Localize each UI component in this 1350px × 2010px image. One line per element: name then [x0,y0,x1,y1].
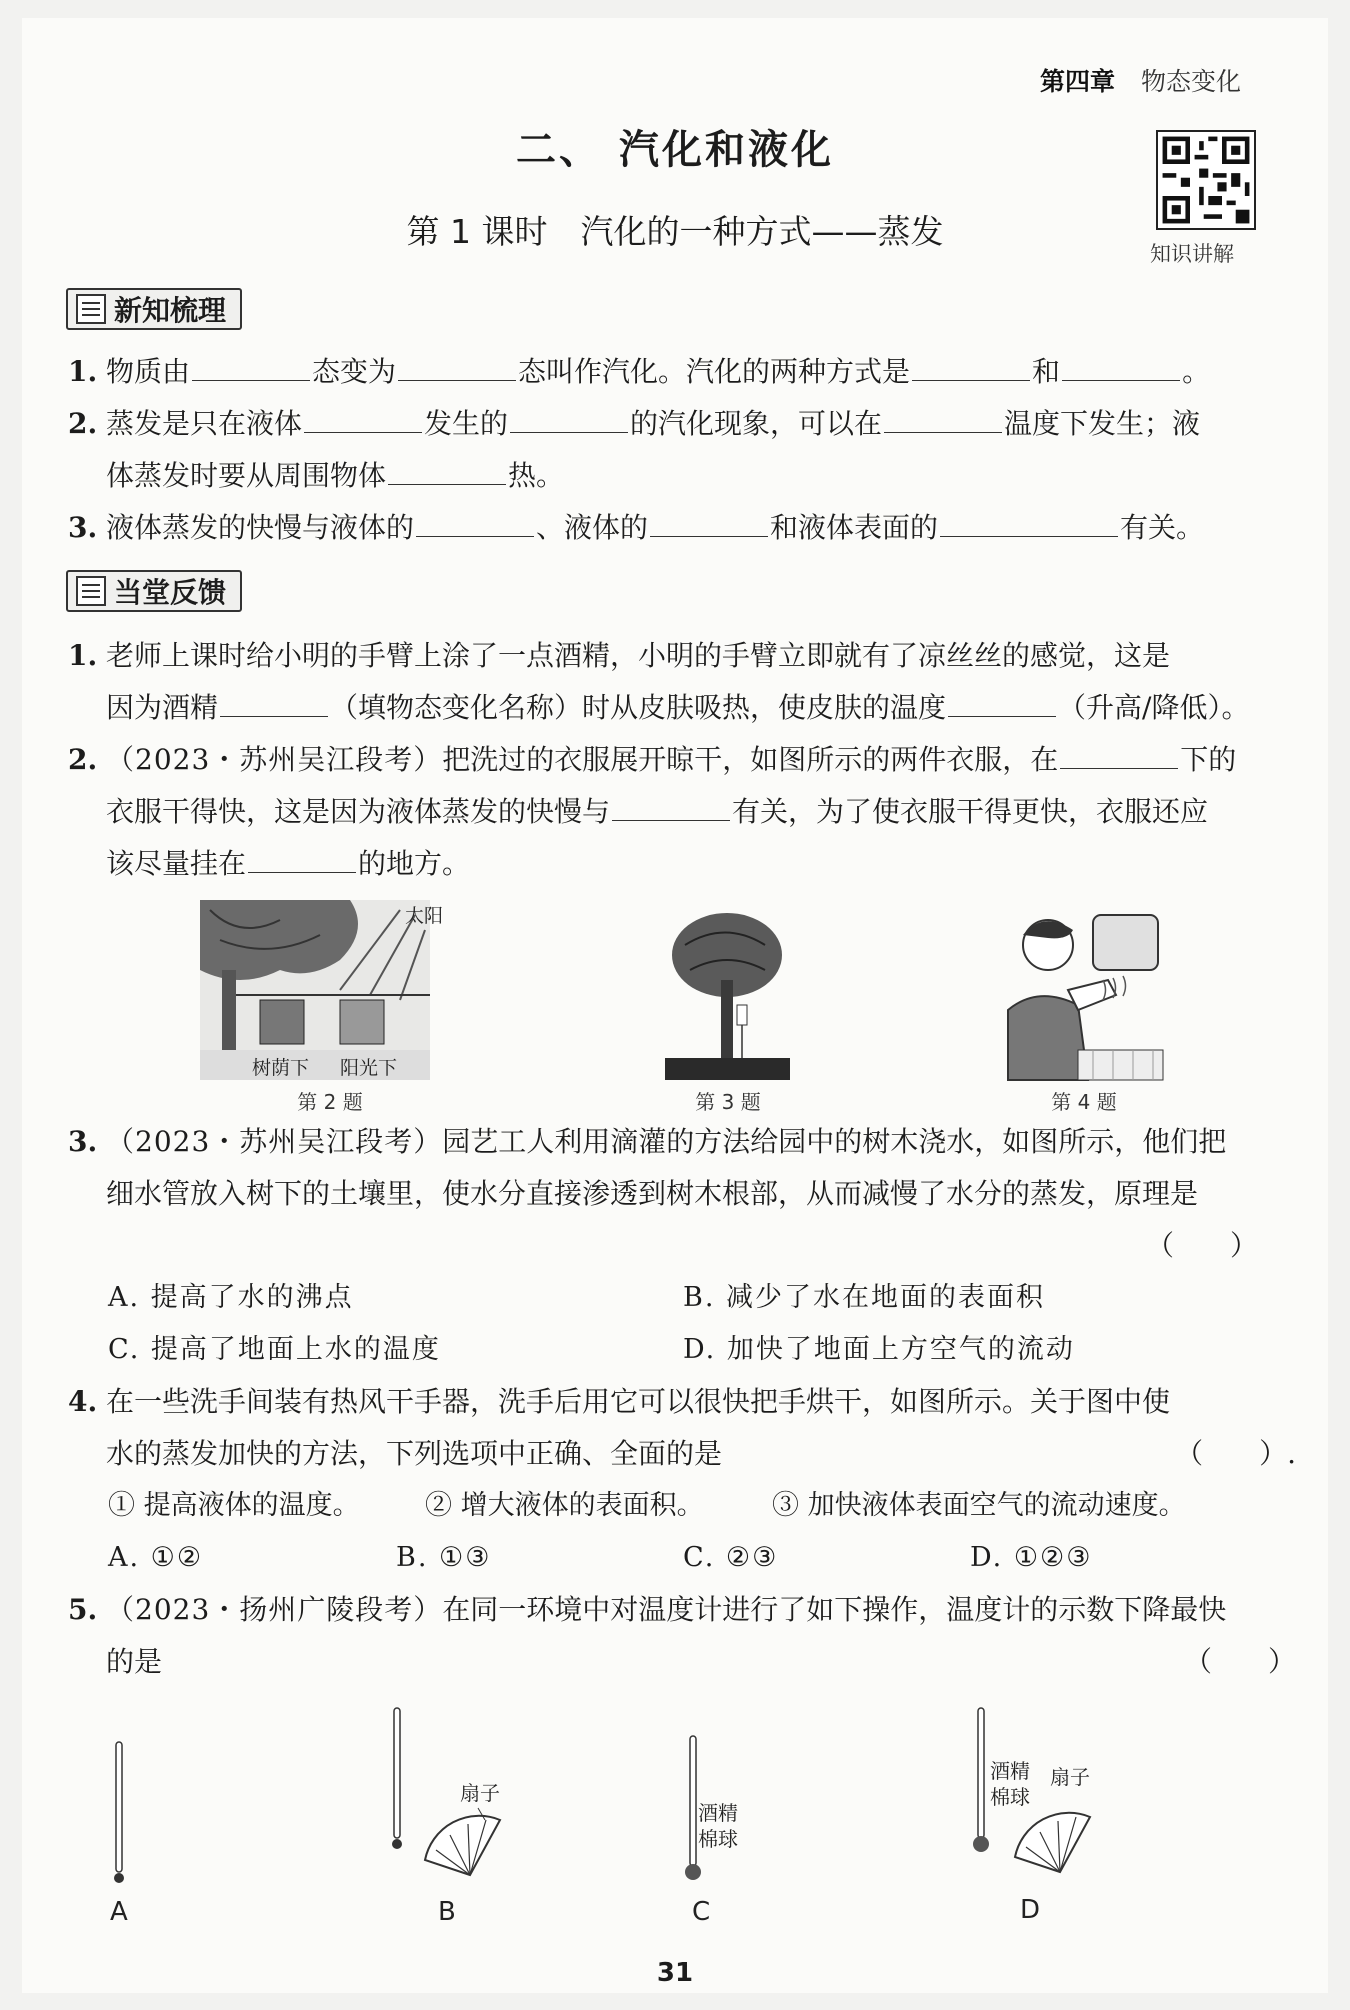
q3-option-b[interactable]: B. 减少了水在地面的表面积 [683,1282,1046,1313]
section-tag-feedback: 当堂反馈 [66,570,242,612]
answer-blank[interactable] [650,508,768,537]
feedback-q5: 5. （2023・扬州广陵段考）在同一环境中对温度计进行了如下操作，温度计的示数下降最快 [68,1593,1227,1626]
answer-blank[interactable] [416,508,534,537]
feedback-q5-line2: 的是 （ ） [68,1636,1296,1688]
q4-option-d[interactable]: D. ①②③ [970,1542,1093,1573]
answer-paren[interactable]: （ ） [1145,1229,1258,1262]
q4-statement-2: ② 增大液体的表面积。 [425,1490,704,1521]
figure-4-hand-dryer [998,910,1163,1080]
feedback-q3-line2: 细水管放入树下的土壤里，使水分直接渗透到树木根部，从而减慢了水分的蒸发，原理是 [106,1177,1199,1210]
fig2-sun-label: 太阳 [405,905,444,927]
feedback-q4-line2: 水的蒸发加快的方法，下列选项中正确、全面的是 （ ）. [68,1428,1296,1480]
figure-3-drip-irrigation [665,910,790,1080]
figure-2-clothes-drying [200,900,444,1080]
answer-blank[interactable] [912,352,1030,381]
answer-blank[interactable] [192,352,310,381]
answer-blank[interactable] [398,352,516,381]
q4-statement-3: ③ 加快液体表面空气的流动速度。 [772,1490,1186,1521]
figure-3-caption: 第 3 题 [695,1090,761,1114]
new-knowledge-q3: 3. 液体蒸发的快慢与液体的 、液体的 和液体表面的 有关。 [68,502,1258,554]
q3-option-d[interactable]: D. 加快了地面上方空气的流动 [683,1334,1075,1365]
thermometer-d[interactable] [973,1708,1090,1925]
q3-option-a[interactable]: A. 提高了水的沸点 [108,1282,354,1313]
q3-option-c[interactable]: C. 提高了地面上水的温度 [108,1334,441,1365]
book-icon [76,294,106,324]
q4-option-a[interactable]: A. ①② [108,1542,204,1573]
new-knowledge-q2: 2. 蒸发是只在液体 发生的 的汽化现象，可以在 温度下发生；液 [68,398,1258,450]
alcohol-label-c: 酒精 [698,1801,738,1825]
label-d: D [1020,1895,1041,1925]
lesson-title: 第 1 课时 汽化的一种方式——蒸发 [406,212,944,251]
feedback-q2-line3: 该尽量挂在 的地方。 [68,838,1296,890]
new-knowledge-q1: 1. 物质由 态变为 态叫作汽化。汽化的两种方式是 和 。 [68,346,1258,398]
figure-4-caption: 第 4 题 [1051,1090,1117,1114]
page-number: 31 [656,1958,694,1988]
answer-paren[interactable]: （ ）. [1175,1437,1296,1470]
qr-code[interactable] [1156,130,1256,230]
alcohol-label-d: 酒精 [990,1759,1030,1783]
fan-label-b: 扇子 [460,1781,500,1805]
feedback-q2-line2: 衣服干得快，这是因为液体蒸发的快慢与 有关，为了使衣服干得更快，衣服还应 [68,786,1296,838]
label-c: C [692,1897,711,1927]
feedback-q2: 2. （2023・苏州吴江段考）把洗过的衣服展开晾干，如图所示的两件衣服，在 下的 [68,734,1258,786]
answer-blank[interactable] [304,404,422,433]
answer-blank[interactable] [220,688,328,717]
cotton-label-d: 棉球 [990,1785,1030,1809]
answer-blank[interactable] [940,508,1118,537]
fig2-shade-label: 树荫下 [252,1057,310,1079]
figure-5-thermometers [100,1700,1250,1930]
fan-label-d: 扇子 [1050,1765,1090,1789]
thermometer-b[interactable] [392,1708,500,1927]
feedback-q4: 4. 在一些洗手间装有热风干手器，洗手后用它可以很快把手烘干，如图所示。关于图中使 [68,1385,1171,1418]
thermometer-a[interactable] [110,1742,128,1927]
label-a: A [110,1897,128,1927]
chapter-header: 第四章 物态变化 [1040,67,1242,96]
section-title: 二、 汽化和液化 [516,127,834,173]
answer-blank[interactable] [388,456,506,485]
section-tag-new-knowledge: 新知梳理 [66,288,242,330]
new-knowledge-q2-line2: 体蒸发时要从周围物体 热。 [68,450,1296,502]
q4-statement-1: ① 提高液体的温度。 [108,1490,360,1521]
thermometer-c[interactable] [685,1736,738,1927]
answer-blank[interactable] [1060,740,1178,769]
label-b: B [438,1897,456,1927]
feedback-q1-line2: 因为酒精 （填物态变化名称）时从皮肤吸热，使皮肤的温度 （升高/降低）。 [68,682,1296,734]
answer-blank[interactable] [612,792,730,821]
qr-label: 知识讲解 [1150,242,1234,266]
q4-option-c[interactable]: C. ②③ [683,1542,779,1573]
q4-option-b[interactable]: B. ①③ [396,1542,492,1573]
fig2-sunlight-label: 阳光下 [340,1057,398,1079]
pencil-icon [76,576,106,606]
answer-blank[interactable] [948,688,1056,717]
answer-paren[interactable]: （ ） [1183,1645,1296,1678]
answer-blank[interactable] [510,404,628,433]
feedback-q1: 1. 老师上课时给小明的手臂上涂了一点酒精，小明的手臂立即就有了凉丝丝的感觉，这是 [68,639,1171,672]
figure-2-caption: 第 2 题 [297,1090,363,1114]
answer-blank[interactable] [1062,352,1180,381]
cotton-label-c: 棉球 [698,1827,738,1851]
feedback-q3: 3. （2023・苏州吴江段考）园艺工人利用滴灌的方法给园中的树木浇水，如图所示，他们把 [68,1125,1227,1158]
answer-blank[interactable] [884,404,1002,433]
answer-blank[interactable] [248,844,356,873]
